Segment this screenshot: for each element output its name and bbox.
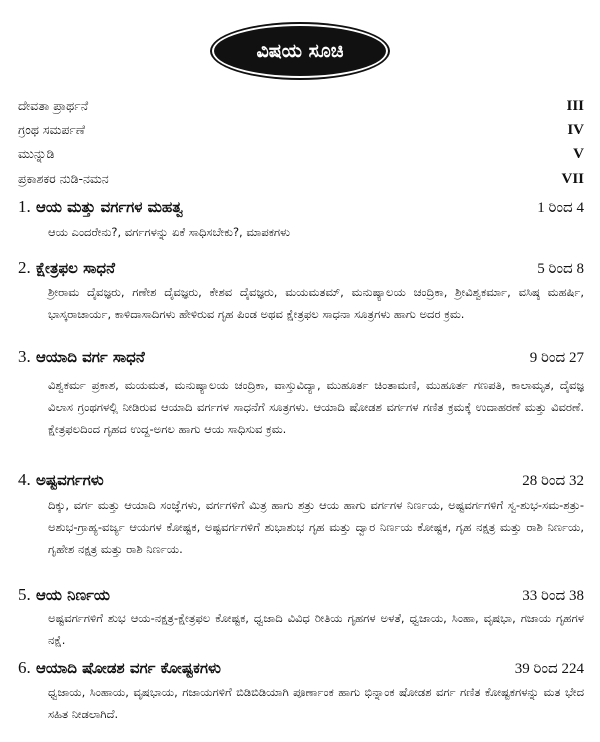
entry-label: ಗ್ರಂಥ ಸಮರ್ಪಣೆ [18,122,85,137]
chapter-pages: 9 ರಿಂದ 27 [529,350,584,366]
entry-page: VII [561,171,584,187]
chapter-pages: 39 ರಿಂದ 224 [514,661,584,677]
chapter-heading[interactable] [18,258,584,278]
chapter-number: 2. [18,258,31,277]
chapter-heading[interactable] [18,658,584,678]
chapter-description: ಆಯ ಎಂದರೇನು?, ವರ್ಗಗಳನ್ನು ಏಕೆ ಸಾಧಿಸಬೇಕು?, ಮಾಪಕಗಳು [48,225,291,239]
chapter-heading[interactable] [18,470,584,490]
chapter-description: ವಿಶ್ವಕರ್ಮ ಪ್ರಕಾಶ, ಮಯಮತ, ಮನುಷ್ಯಾಲಯ ಚಂದ್ರಿಕಾ, ವಾಸ್ತುವಿದ್ಯಾ, ಮುಹೂರ್ತ ಚಿಂತಾಮಣಿ, ಮುಹೂರ್ತ ಗಣಪತಿ, ಕಾಲಾಮೃತ, ದೈವಜ್ಞ ವಿಲಾಸ ಗ್ರಂಥಗಳಲ್ಲಿ ನೀಡಿರುವ ಆಯಾದಿ ವರ್ಗಗಳ ಸಾಧನೆಗೆ ಸೂತ್ರಗಳು. ಆಯಾದಿ ಷೋಡಶ ವರ್ಗಗಳ ಗಣಿತ ಕ್ರಮಕ್ಕೆ ಉದಾಹರಣೆ ಮತ್ತು ವಿವರಣೆ. ಕ್ಷೇತ್ರಫಲದಿಂದ ಗೃಹದ ಉದ್ದ-ಅಗಲ ಹಾಗು ಆಯ ಸಾಧಿಸುವ ಕ್ರಮ. [48,378,584,436]
chapter-pages: 33 ರಿಂದ 38 [522,588,584,604]
chapter-number: 5. [18,585,31,604]
chapter-title: ಆಯ ನಿರ್ಣಯ [35,586,110,604]
chapter-description: ಶ್ರೀರಾಮ ದೈವಜ್ಞರು, ಗಣೇಶ ದೈವಜ್ಞರು, ಕೇಶವ ದೈವಜ್ಞರು, ಮಯಮತಮ್, ಮನುಷ್ಯಾಲಯ ಚಂದ್ರಿಕಾ, ಶ್ರೀವಿಶ್ವಕರ್ಮಾ, ವಸಿಷ್ಠ ಮಹರ್ಷಿ, ಭಾಸ್ಕರಾಚಾರ್ಯ, ಕಾಳಿದಾಸಾದಿಗಳು ಹೇಳಿರುವ ಗೃಹ ಪಿಂಡ ಅಥವ ಕ್ಷೇತ್ರಫಲ ಸಾಧನಾ ಸೂತ್ರಗಳು ಹಾಗು ಅದರ ಕ್ರಮ. [48,285,584,321]
entry-page: III [566,98,584,114]
chapter-title: ಅಷ್ಟವರ್ಗಗಳು [35,471,104,489]
toc-entry[interactable] [18,146,584,163]
title-badge [212,24,388,78]
chapter-description: ಧ್ವಜಾಯ, ಸಿಂಹಾಯ, ವೃಷಭಾಯ, ಗಜಾಯಗಳಿಗೆ ಬಿಡಿಬಿಡಿಯಾಗಿ ಪೂರ್ಣಾಂಕ ಹಾಗು ಭಿನ್ನಾಂಕ ಷೋಡಶ ವರ್ಗ ಗಣಿತ ಕೋಷ್ಟಕಗಳನ್ನು ಮತ ಭೇದ ಸಹಿತ ನೀಡಲಾಗಿದೆ. [48,685,584,721]
chapter-heading[interactable] [18,347,584,367]
entry-label: ಮುನ್ನುಡಿ [18,146,55,161]
chapter-title: ಕ್ಷೇತ್ರಫಲ ಸಾಧನೆ [35,259,116,277]
chapter-title: ಆಯ ಮತ್ತು ವರ್ಗಗಳ ಮಹತ್ವ [35,198,183,216]
chapter-title: ಆಯಾದಿ ಷೋಡಶ ವರ್ಗ ಕೋಷ್ಟಕಗಳು [35,659,221,677]
chapter-number: 1. [18,197,31,216]
toc-entry[interactable] [18,98,584,115]
chapter-description: ದಿಕ್ಕು, ವರ್ಗ ಮತ್ತು ಆಯಾದಿ ಸಂಜ್ಞೆಗಳು, ವರ್ಗಗಳಿಗೆ ಮಿತ್ರ ಹಾಗು ಶತ್ರು ಆಯ ಹಾಗು ವರ್ಗಗಳ ನಿರ್ಣಯ, ಅಷ್ಟವರ್ಗಗಳಿಗೆ ಸ್ವ-ಶುಭ-ಸಮ-ಶತ್ರು-ಅಶುಭ-ಗ್ರಾಹ್ಯ-ವರ್ಜ್ಯ ಆಯಗಳ ಕೋಷ್ಟಕ, ಅಷ್ಟವರ್ಗಗಳಿಗೆ ಶುಭಾಶುಭ ಗೃಹ ಮತ್ತು ದ್ವಾರ ನಿರ್ಣಯ ಕೋಷ್ಟಕ, ಗೃಹ ನಕ್ಷತ್ರ ಮತ್ತು ರಾಶಿ ನಿರ್ಣಯ, ಗೃಹೇಶ ನಕ್ಷತ್ರ ಮತ್ತು ರಾಶಿ ನಿರ್ಣಯ. [48,498,584,556]
chapter-number: 4. [18,470,31,489]
chapter-description: ಅಷ್ಟವರ್ಗಗಳಿಗೆ ಶುಭ ಆಯ-ನಕ್ಷತ್ರ-ಕ್ಷೇತ್ರಫಲ ಕೋಷ್ಟಕ, ಧ್ವಜಾದಿ ವಿವಿಧ ರೀತಿಯ ಗೃಹಗಳ ಅಳತೆ, ಧ್ವಜಾಯ, ಸಿಂಹಾ, ವೃಷಭಾ, ಗಜಾಯ ಗೃಹಗಳ ನಕ್ಷೆ. [48,611,584,647]
chapter-pages: 5 ರಿಂದ 8 [537,261,584,277]
chapter-pages: 28 ರಿಂದ 32 [522,473,584,489]
toc-entry[interactable] [18,122,584,139]
page-title: ವಿಷಯ ಸೂಚಿ [256,40,344,62]
entry-page: IV [567,122,584,138]
chapter-pages: 1 ರಿಂದ 4 [537,200,584,216]
entry-label: ದೇವತಾ ಪ್ರಾರ್ಥನೆ [18,98,89,113]
toc-entry[interactable] [18,171,584,188]
entry-page: V [573,146,584,162]
chapter-heading[interactable] [18,585,584,605]
chapter-number: 6. [18,658,31,677]
entry-label: ಪ್ರಕಾಶಕರ ನುಡಿ-ನಮನ [18,171,109,186]
chapter-number: 3. [18,347,31,366]
chapter-heading[interactable] [18,197,584,217]
chapter-title: ಆಯಾದಿ ವರ್ಗ ಸಾಧನೆ [35,348,145,366]
